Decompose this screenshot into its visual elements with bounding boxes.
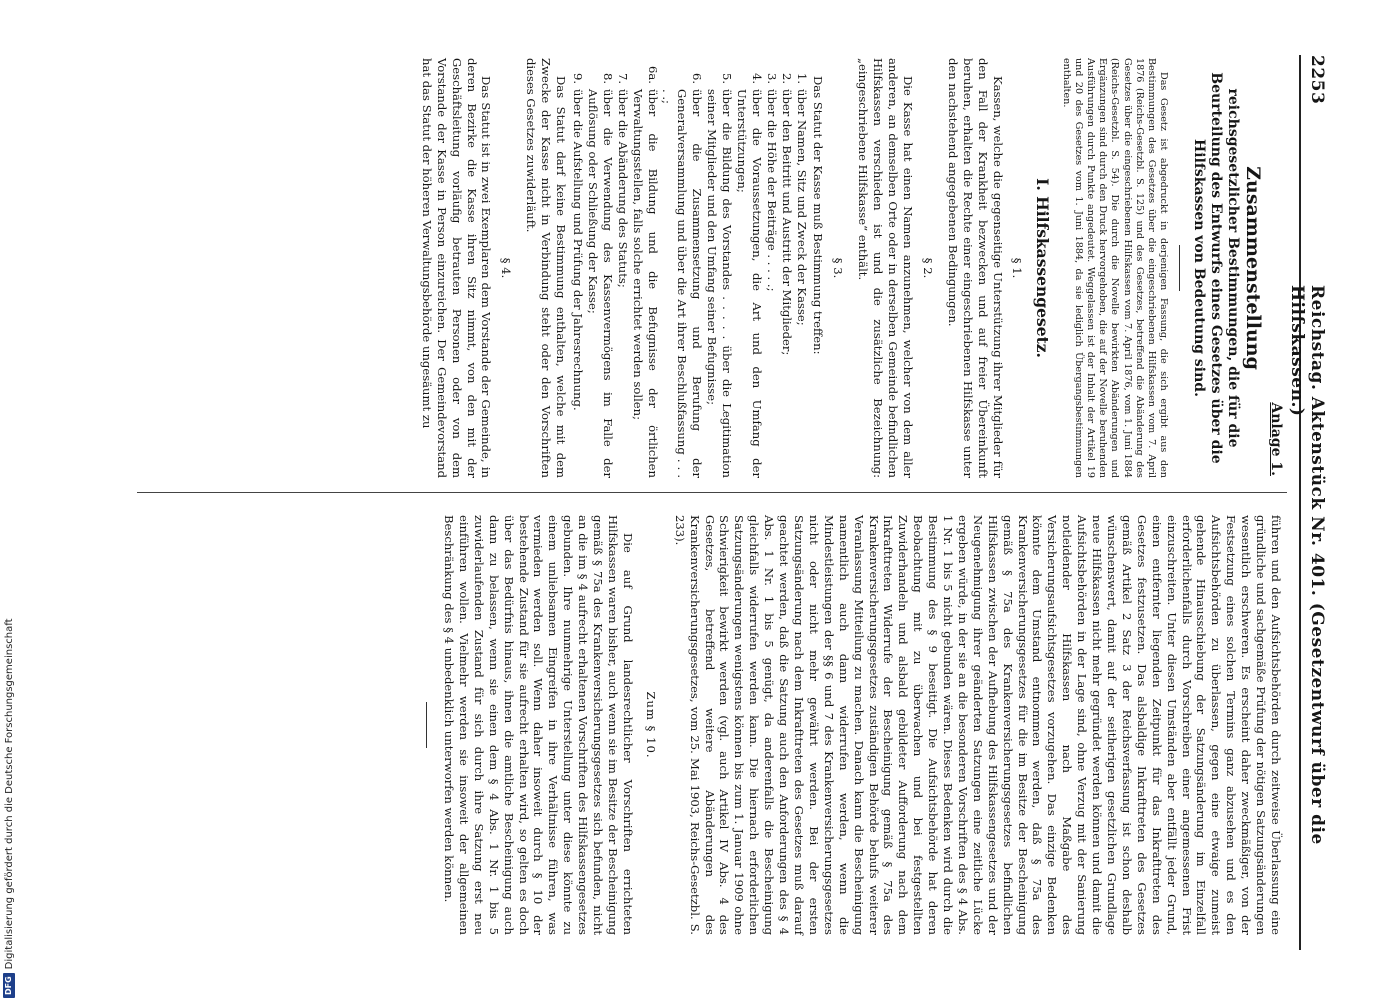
left-column — [419, 58, 1283, 478]
list-item-number: 6. — [690, 72, 705, 84]
paragraph-number: § 3. — [831, 257, 846, 279]
list-item — [779, 58, 794, 478]
list-item-number: 8. — [600, 72, 615, 84]
running-title: Reichstag. Aktenstück Nr. 401. (Gesetzentwurf über die Hilfskassen.) — [1287, 285, 1327, 845]
list-item — [585, 58, 615, 478]
paragraph-number: § 2. — [920, 257, 935, 279]
page-number: 2253 — [1307, 55, 1327, 105]
list-item-number: 2. — [779, 72, 794, 84]
list-item-number: 6a. — [645, 66, 660, 84]
list-item-text: über Namen, Sitz und Zweck der Kasse; — [794, 89, 809, 326]
right-column — [416, 515, 1283, 935]
digitization-credit — [2, 608, 16, 998]
list-item — [764, 58, 779, 478]
list-item-number: 5. — [720, 72, 735, 84]
anlage-label: Anlage 1. — [1268, 402, 1284, 476]
list-item — [570, 58, 585, 478]
paragraph-text: Die Kasse hat einen Namen anzunehmen, welcher von dem aller anderen, an demselben Orte oder in derselben Gemeinde befindlichen Hilfskassen verschieden ist und die zusätzliche Bezeichnung: „eingeschriebene Hilfskasse“ enthält. — [856, 58, 916, 478]
list-item — [615, 58, 630, 478]
document-subtitle: reichsgesetzlicher Bestimmungen, die für die Beurteilung des Entwurfs eines Gesetzes über die Hilfskassen von Bedeutung sind. — [1191, 72, 1242, 464]
document-title: Zusammenstellung — [1242, 166, 1265, 370]
list-item-number: 4. — [749, 72, 764, 84]
title-rule — [1179, 245, 1180, 291]
list-item — [630, 58, 660, 478]
list-item-text: über die Abänderung des Statuts; — [615, 89, 630, 288]
paragraph-text: Das Statut darf keine Bestimmung enthalten, welche mit dem Zwecke der Kasse nicht in Verbindung steht oder den Vorschriften dieses Gesetzes zuwiderläuft. — [524, 58, 569, 478]
paragraph-number: § 4. — [499, 257, 514, 279]
section-heading: Zum § 10. — [643, 691, 658, 759]
list-item-text: über die Bildung des Vorstandes . . . . . über die Legitimation seiner Mitglieder und den Umfang seiner Befugnisse; — [705, 89, 735, 478]
list-item-text: über die Verwendung des Kassenvermögens im Falle der Auflösung oder Schließung der Kasse; — [585, 89, 615, 478]
list-item-number: 3. — [764, 72, 779, 84]
editorial-note: Das Gesetz ist abgedruckt in derjenigen Fassung, die sich ergibt aus den Bestimmungen des Gesetzes über die eingeschriebenen Hilfskassen vom 7. April 1876 (Reichs-Gesetzbl. S. 125) und des Gesetzes, betreffend die Abänderung des Gesetzes über die eingeschriebenen Hilfskassen vom 7. April 1876, vom 1. Juni 1884 (Reichs-Gesetzbl. S. 54). Die durch die Novelle bewirkten Abänderungen und Ergänzungen sind durch den Druck hervorgehoben, die auf der Novelle beruhenden Ausführungen durch Punkte angedeutet. Weggelassen ist der Inhalt der Artikel 19 und 20 des Gesetzes vom 1. Juni 1884, da sie lediglich Übergangsbestimmungen enthalten. — [1060, 58, 1170, 478]
list-item — [794, 58, 809, 478]
column-divider — [137, 492, 1287, 493]
paragraph-number: § 1. — [1010, 257, 1025, 279]
digitization-credit-text: Digitalisierung gefördert durch die Deutsche Forschungsgemeinschaft — [3, 618, 15, 970]
paragraph-text: Das Statut ist in zwei Exemplaren dem Vorstande der Gemeinde, in deren Bezirke die Kasse ihren Sitz nimmt, von den mit der Geschäftsleitung vorläufig betrauten Personen oder von dem Vorstande der Kasse in Person einzureichen. Der Gemeindevorstand hat das Statut der höheren Verwaltungsbehörde ungesäumt zu — [419, 58, 494, 478]
dfg-logo: DFG — [3, 973, 15, 998]
list-item-number: 1. — [794, 72, 809, 84]
list-item-text: über die Zusammensetzung und Berufung der Generalversammlung und über die Art ihrer Beschlußfassung . . . . .; — [660, 89, 705, 478]
list-item-number: 7. — [615, 72, 630, 84]
list-item-text: über die Höhe der Beiträge . . . . .; — [764, 89, 779, 292]
paragraph-text: Kassen, welche die gegenseitige Unterstützung ihrer Mitglieder für den Fall der Krankheit bezwecken und auf freier Übereinkunft beruhen, erhalten die Rechte einer eingeschriebenen Hilfskasse unter den nachstehend angegebenen Bedingungen. — [945, 58, 1005, 478]
paragraph-text: Das Statut der Kasse muß Bestimmung treffen: — [811, 76, 826, 355]
list-item-text: über die Voraussetzungen, die Art und den Umfang der Unterstützungen; — [734, 89, 764, 478]
end-rule — [426, 702, 427, 748]
list-item-text: über die Bildung und die Befugnisse der örtlichen Verwaltungsstellen, falls solche errichtet werden sollen; — [630, 89, 660, 478]
list-item-text: über den Beitritt und Austritt der Mitglieder; — [779, 89, 794, 356]
paragraph-text: Die auf Grund landesrechtlicher Vorschriften errichteten Hilfskassen waren bisher, auch wenn sie im Besitze der Bescheinigung gemäß § 75a des Krankenversicherungsgesetzes sich befunden, nicht an die im § 4 aufrecht erhaltenen Vorschriften des Hilfskassengesetzes gebunden. Ihre nunmehrige Unterstellung unter diese könnte zu einem unliebsamen Eingreifen in ihre Verhältnisse führen, was vermieden werden soll. Wenn daher insoweit durch § 10 der bestehende Zustand für sie aufrecht erhalten wird, so gelten es doch über das Bedürfnis hinaus, ihnen die amtliche Bescheinigung auch dann zu belassen, wenn sie einen dem § 4 Abs. 1 Nr. 1 bis 5 zuwiderlaufenden Zustand für sich durch ihre Satzung erst neu einführen wollen. Vielmehr werden sie insoweit der allgemeinen Beschränkung des § 4 unbedenklich unterworfen werden können. — [442, 515, 635, 935]
list-item — [734, 58, 764, 478]
list-item-number: 9. — [570, 72, 585, 84]
list-item-text: über die Aufstellung und Prüfung der Jahresrechnung. — [570, 89, 585, 411]
section-heading: I. Hilfskassengesetz. — [1033, 178, 1053, 358]
list-item — [704, 58, 734, 478]
statute-requirements-list — [570, 58, 809, 478]
page-header — [1287, 55, 1327, 950]
list-item — [660, 58, 705, 478]
paragraph-text: führen und den Aufsichtsbehörden durch zeitweise Überlassung eine gründliche und sachgemäße Prüfung der nötigen Satzungsänderungen wesentlich erschweren. Es erscheint daher zweckmäßiger, von der Festsetzung eines solchen Termins ganz abzusehen und es den Aufsichtsbehörden zu überlassen, gegen eine etwaige zumeist gehende Hinausschiebung der Satzungsänderung im Einzelfall erforderlichenfalls durch Vorschreiben einer angemessenen Frist einzuschreiten. Unter diesen Umständen aber entfällt jeder Grund, einen entfernter liegenden Zeitpunkt für das Inkrafttreten des Gesetzes festzusetzen. Das alsbaldige Inkrafttreten des Gesetzes gemäß Artikel 2 Satz 3 der Reichsverfassung ist schon deshalb wünschenswert, damit auf der seitherigen gesetzlichen Grundlage neue Hilfskassen nicht mehr gegründet werden können und damit die Aufsichtsbehörden in der Lage sind, ohne Verzug mit der Sanierung notleidender Hilfskassen nach Maßgabe des Versicherungsaufsichtsgesetzes vorzugehen. Das einzige Bedenken könnte dem Umstand entnommen werden, daß § 75a des Krankenversicherungsgesetzes für die im Besitze der Bescheinigung gemäß § 75a des Krankenversicherungsgesetzes befindlichen Hilfskassen zwischen der Aufhebung des Hilfskassengesetzes und der Neugenehmigung ihrer geänderten Satzungen eine zeitliche Lücke ergeben würde, in der sie an die besonderen Vorschriften des § 4 Abs. 1 Nr. 1 bis 5 nicht gebunden wären. Dieses Bedenken wird durch die Bestimmung des § 9 beseitigt. Die Aufsichtsbehörde hat deren Beobachtung mit zu überwachen und bei festgestellten Zuwiderhandeln und alsbald gebildeter Aufforderung nach dem Inkrafttreten Widerrufe der Bescheinigung gemäß § 75a des Krankenversicherungsgesetzes zuständigen Behörde behufs weiterer Veranlassung Mitteilung zu machen. Danach kann die Bescheinigung namentlich auch dann widerrufen werden, wenn die Mindestleistungen der §§ 6 und 7 des Krankenversicherungsgesetzes nicht oder nicht mehr gewährt werden. Bei der ersten Satzungsänderung nach dem Inkrafttreten des Gesetzes muß darauf geachtet werden, daß die Satzung auch den Anforderungen des § 4 Abs. 1 Nr. 1 bis 5 genügt, da anderenfalls die Bescheinigung gleichfalls widerrufen werden kann. Die hiernach erforderlichen Satzungsänderungen wenigstens können bis zum 1. Januar 1909 ohne Schwierigkeit bewirkt werden (vgl. auch Artikel IV Abs. 4 des Gesetzes, betreffend weitere Abänderungen des Krankenversicherungsgesetzes, vom 25. Mai 1903, Reichs-Gesetzbl. S. 233). — [672, 515, 1283, 935]
